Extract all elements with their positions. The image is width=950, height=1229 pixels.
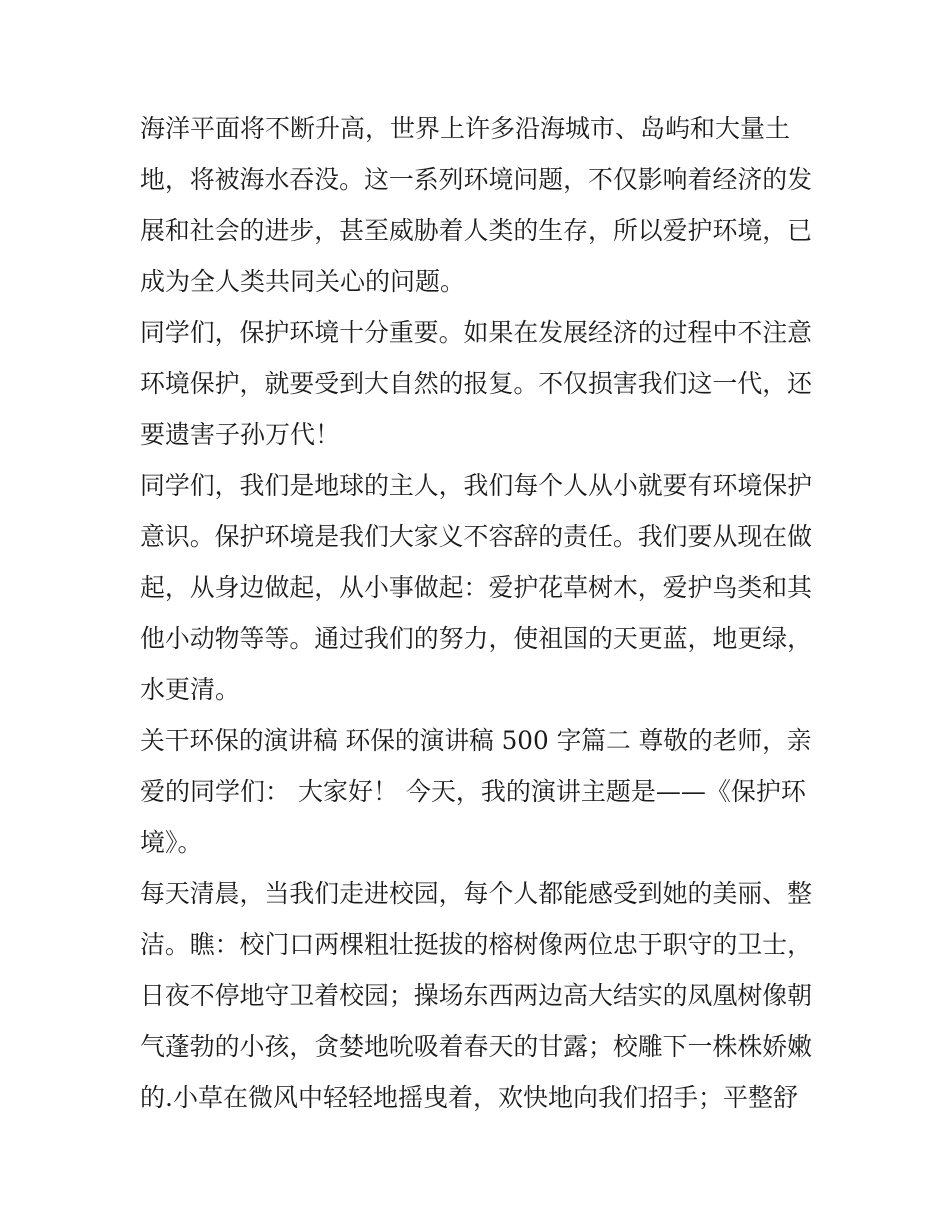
text-line: 气蓬勃的小孩，贪婪地吮吸着春天的甘露；校雕下一株株娇嫩 <box>140 1032 813 1061</box>
text-line: 要遗害子孙万代！ <box>140 420 341 449</box>
text-line: 日夜不停地守卫着校园；操场东西两边高大结实的凤凰树像朝 <box>140 981 813 1010</box>
text-line: 起，从身边做起，从小事做起：爱护花草树木，爱护鸟类和其 <box>140 573 813 602</box>
text-line: 洁。瞧：校门口两棵粗壮挺拔的榕树像两位忠于职守的卫士， <box>140 930 813 959</box>
text-line: 展和社会的进步，甚至威胁着人类的生存，所以爱护环境，已 <box>140 216 813 245</box>
text-line: 同学们，保护环境十分重要。如果在发展经济的过程中不注意 <box>140 318 813 347</box>
text-line: 同学们，我们是地球的主人，我们每个人从小就要有环境保护 <box>140 471 813 500</box>
text-line: 成为全人类共同关心的问题。 <box>140 267 466 296</box>
text-line: 的.小草在微风中轻轻地摇曳着，欢快地向我们招手；平整舒 <box>140 1083 798 1112</box>
text-line: 每天清晨，当我们走进校园，每个人都能感受到她的美丽、整 <box>140 879 813 908</box>
text-line: 爱的同学们： 大家好！ 今天，我的演讲主题是——《保护环 <box>140 777 806 806</box>
text-line: 环境保护，就要受到大自然的报复。不仅损害我们这一代，还 <box>140 369 813 398</box>
text-line: 水更清。 <box>140 675 241 704</box>
text-line: 海洋平面将不断升高，世界上许多沿海城市、岛屿和大量土 <box>140 114 791 143</box>
text-line: 地，将被海水吞没。这一系列环境问题，不仅影响着经济的发 <box>140 165 813 194</box>
text-line: 境》。 <box>140 828 203 857</box>
text-line: 意识。保护环境是我们大家义不容辞的责任。我们要从现在做 <box>140 522 813 551</box>
text-line: 他小动物等等。通过我们的努力，使祖国的天更蓝，地更绿， <box>140 624 813 653</box>
text-line: 关干环保的演讲稿 环保的演讲稿 500 字篇二 尊敬的老师，亲 <box>140 726 812 755</box>
